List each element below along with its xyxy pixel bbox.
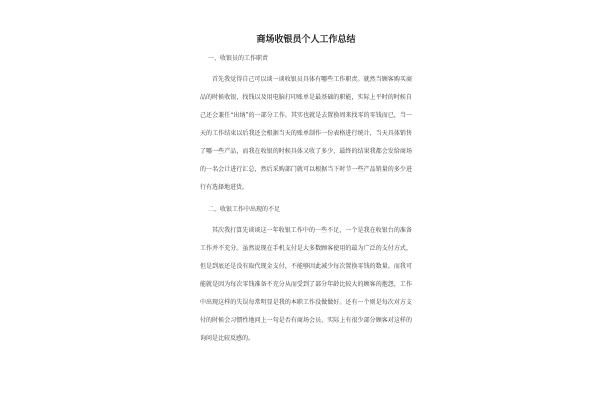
section-heading: 二、收银工作中出现的不足: [208, 206, 281, 213]
section-heading: 一、收银员的工作职责: [208, 55, 269, 62]
section-job-duties: [200, 54, 412, 197]
document-title: 商场收银员个人工作总结: [256, 35, 356, 45]
document-body: [200, 34, 412, 356]
section-paragraph: 其次我打算先谈谈这一年收银工作中的一些不足，一个是我在收银台的准备工作并不充分。虽然说现在手机支付是大多数顾客使用的最为广泛的支付方式，但是到底还是没有取代现金支付，不能够因此减少每次置换零钱的数量。而我可能就是因为每次零钱准备不充分从而受到了部分年龄比较大的顾客的抱怨，工作中出现这样的失误每常明显是我的本职工作没做做好。还有一个则是每次对方支付的时候会习惯性地问上一句是否有商场会员，实际上有很少部分顾客对这样的询问是比较反感的。: [200, 227, 412, 342]
section-shortcomings: [200, 205, 412, 348]
section-paragraph: 首先我觉得自己可以谈一谈收银员具体有哪些工作职责。就然当顾客购买商品的时候收银，找钱以及用电脑打印账单是最基础的职能，实际上平时的时候自己还会兼任“出纳”的一部分工作。其实也就是去置换周来找零的零钱而已，当一天的工作结束以后我还会根据当天的账单制作一份表格进行统计，当天具体销售了哪一些产品，而我在收银的时候具体又收了多少，最终的结果我都会发给商场的一名会计进行汇总，然后采购部门就可以根据当下时节一些产品销量的多少进行有选择地进货。: [200, 76, 412, 191]
